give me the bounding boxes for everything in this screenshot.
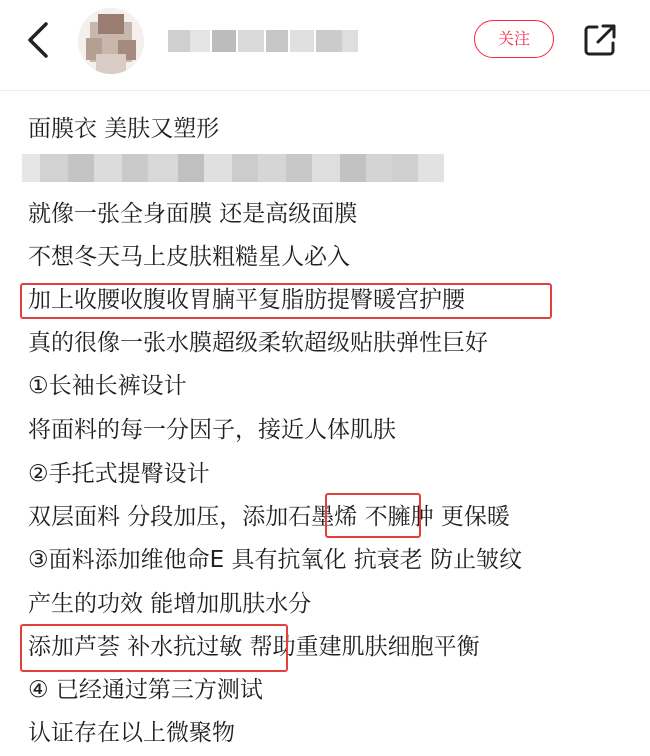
post-line: 双层面料 分段加压，添加石墨烯 不臃肿 更保暖 xyxy=(28,504,510,530)
avatar[interactable] xyxy=(78,8,144,74)
username-blurred xyxy=(160,30,360,52)
highlight-box xyxy=(325,493,421,538)
post-line: ①长袖长裤设计 xyxy=(28,373,187,399)
post-line: ②手托式提臀设计 xyxy=(28,461,210,487)
top-bar xyxy=(0,0,650,88)
share-external-icon xyxy=(582,22,618,58)
share-button[interactable] xyxy=(580,20,620,60)
post-line: 添加芦荟 补水抗过敏 帮助重建肌肤细胞平衡 xyxy=(28,634,480,660)
post-line: 真的很像一张水膜超级柔软超级贴肤弹性巨好 xyxy=(28,330,488,356)
post-line: 产生的功效 能增加肌肤水分 xyxy=(28,591,312,617)
post-line: 面膜衣 美肤又塑形 xyxy=(28,116,220,142)
post-line: 加上收腰收腹收胃腩平复脂肪提臀暖宫护腰 xyxy=(28,287,465,313)
header-divider xyxy=(0,90,650,91)
blurred-text-line xyxy=(22,154,444,182)
chevron-left-icon xyxy=(24,20,52,60)
post-line: ③面料添加维他命E 具有抗氧化 抗衰老 防止皱纹 xyxy=(28,547,523,573)
post-line: 不想冬天马上皮肤粗糙星人必入 xyxy=(28,244,350,270)
post-line: 认证存在以上微聚物 xyxy=(28,720,235,746)
back-button[interactable] xyxy=(18,20,58,60)
post-line: ④ 已经通过第三方测试 xyxy=(28,677,263,703)
highlight-box xyxy=(20,283,552,319)
post-line: 就像一张全身面膜 还是高级面膜 xyxy=(28,201,358,227)
post-line: 将面料的每一分因子，接近人体肌肤 xyxy=(28,417,396,443)
follow-button[interactable]: 关注 xyxy=(474,20,554,58)
highlight-box xyxy=(20,624,288,672)
